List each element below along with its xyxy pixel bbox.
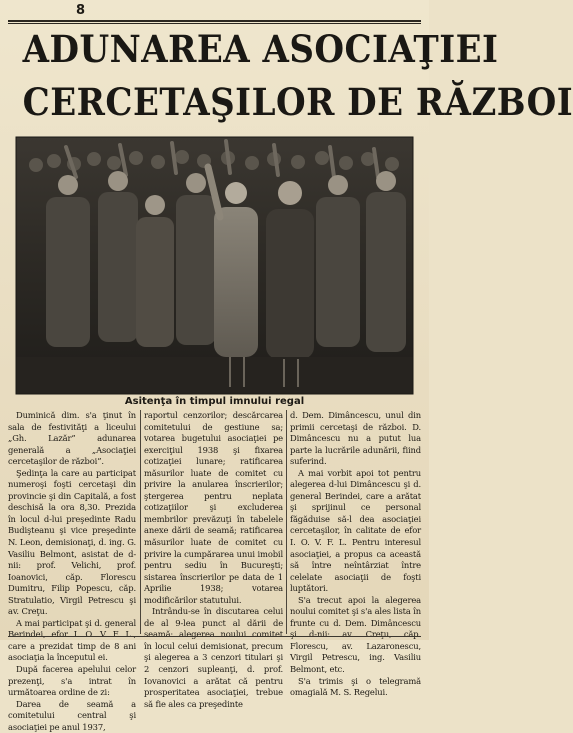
page-number: 8 bbox=[76, 3, 86, 18]
paragraph: Duminică dim. s'a ţinut în sala de festivităţi a liceului „Gh. Lazăr” adunarea generală a „Asociaţiei cercetaşilor de război”. bbox=[8, 410, 136, 467]
article-column-3 bbox=[290, 410, 421, 698]
column-divider bbox=[286, 410, 287, 634]
paragraph: A mai participat şi d. general Berindei, efor I. O. V. F. L., care a prezidat timp de 8 ani asociaţia la începutul ei. bbox=[8, 617, 136, 663]
paragraph: raportul cenzorilor; descărcarea comitetului de gestiune sa; votarea bugetului asociaţiei pe exerciţiul 1938 şi fixarea cotizaţiei lunare; ratificarea măsurilor luate de comitet cu privire la anularea înscrierilor; ştergerea pentru neplata cotizaţiilor şi excluderea membrilor prevăzuţi în tabelele anexe dării de seamă; ratificarea măsurilor luate de comitet cu privire la cumpărarea unui imobil pentru sediu în Bucureşti; sistarea înscrierilor pe data de 1 Aprilie 1938; votarea modificărilor statutului. bbox=[144, 410, 283, 605]
paragraph: S'a trecut apoi la alegerea noului comitet şi s'a ales lista în frunte cu d. Dem. Dimâncescu şi d-nii: av. Creţu, căp. Florescu, av. Lazaronescu, Virgil Petrescu, ing. Vasiliu Belmont, etc. bbox=[290, 594, 421, 675]
article-column-1 bbox=[8, 410, 136, 732]
headline-line-2: CERCETAŞILOR DE RĂZBOI bbox=[22, 80, 573, 124]
paragraph: După facerea apelului celor prezenţi, s'a intrat în următoarea ordine de zi: bbox=[8, 664, 136, 698]
paragraph: A mai vorbit apoi tot pentru alegerea d-lui Dimâncescu şi d. general Berindei, care a arătat şi sprijinul ce personal făgăduise să-l dea asociaţiei cercetaşilor, în calitate de efor I. O. V. F. L. Pentru interesul asociaţiei, a propus ca această să între neîntârziat între celelate asociaţii de foşti luptători. bbox=[290, 467, 421, 594]
paragraph: d. Dem. Dimâncescu, unul din primii cercetaşi de război. D. Dimâncescu nu a putut lua parte la lucrările adunării, fiind suferind. bbox=[290, 410, 421, 467]
paragraph: Şedinţa la care au participat numeroşi foşti cercetaşi din provincie şi din Capitală, a fost deschisă la ora 8,30. Prezida în locul d-lui preşedinte Radu Budişteanu şi vice preşedinte N. Leon, demisionaţi, d. ing. G. Vasiliu Belmont, asistat de d-nii: prof. Velichi, prof. Ioanovici, căp. Florescu Dumitru, Filip Popescu, căp. Stratulatio, Virgil Petrescu şi av. Creţu. bbox=[8, 467, 136, 617]
paragraph: Intrându-se în discutarea celui de al 9-lea punct al dării de seamă: alegerea noului comitet în locul celui demisionat, precum şi alegerea a 3 cenzori titulari şi 2 cenzori supleanţi, d. prof. Iovanovici a arătat că pentru prosperitatea asociaţiei, trebue să fie ales ca preşedinte bbox=[144, 606, 283, 709]
assembly-photo bbox=[16, 137, 413, 394]
header-rule bbox=[8, 20, 421, 24]
paragraph: Darea de seamă a comitetului central şi asociaţiei pe anul 1937, bbox=[8, 698, 136, 732]
headline-line-1: ADUNAREA ASOCIAŢIEI bbox=[22, 27, 499, 71]
paragraph: S'a trimis şi o telegramă omagială M. S. Regelui. bbox=[290, 675, 421, 698]
article-column-2 bbox=[144, 410, 283, 709]
column-divider bbox=[140, 410, 141, 634]
bottom-rule bbox=[8, 636, 421, 637]
photo-caption: Asitenţa în timpul imnului regal bbox=[124, 396, 305, 407]
